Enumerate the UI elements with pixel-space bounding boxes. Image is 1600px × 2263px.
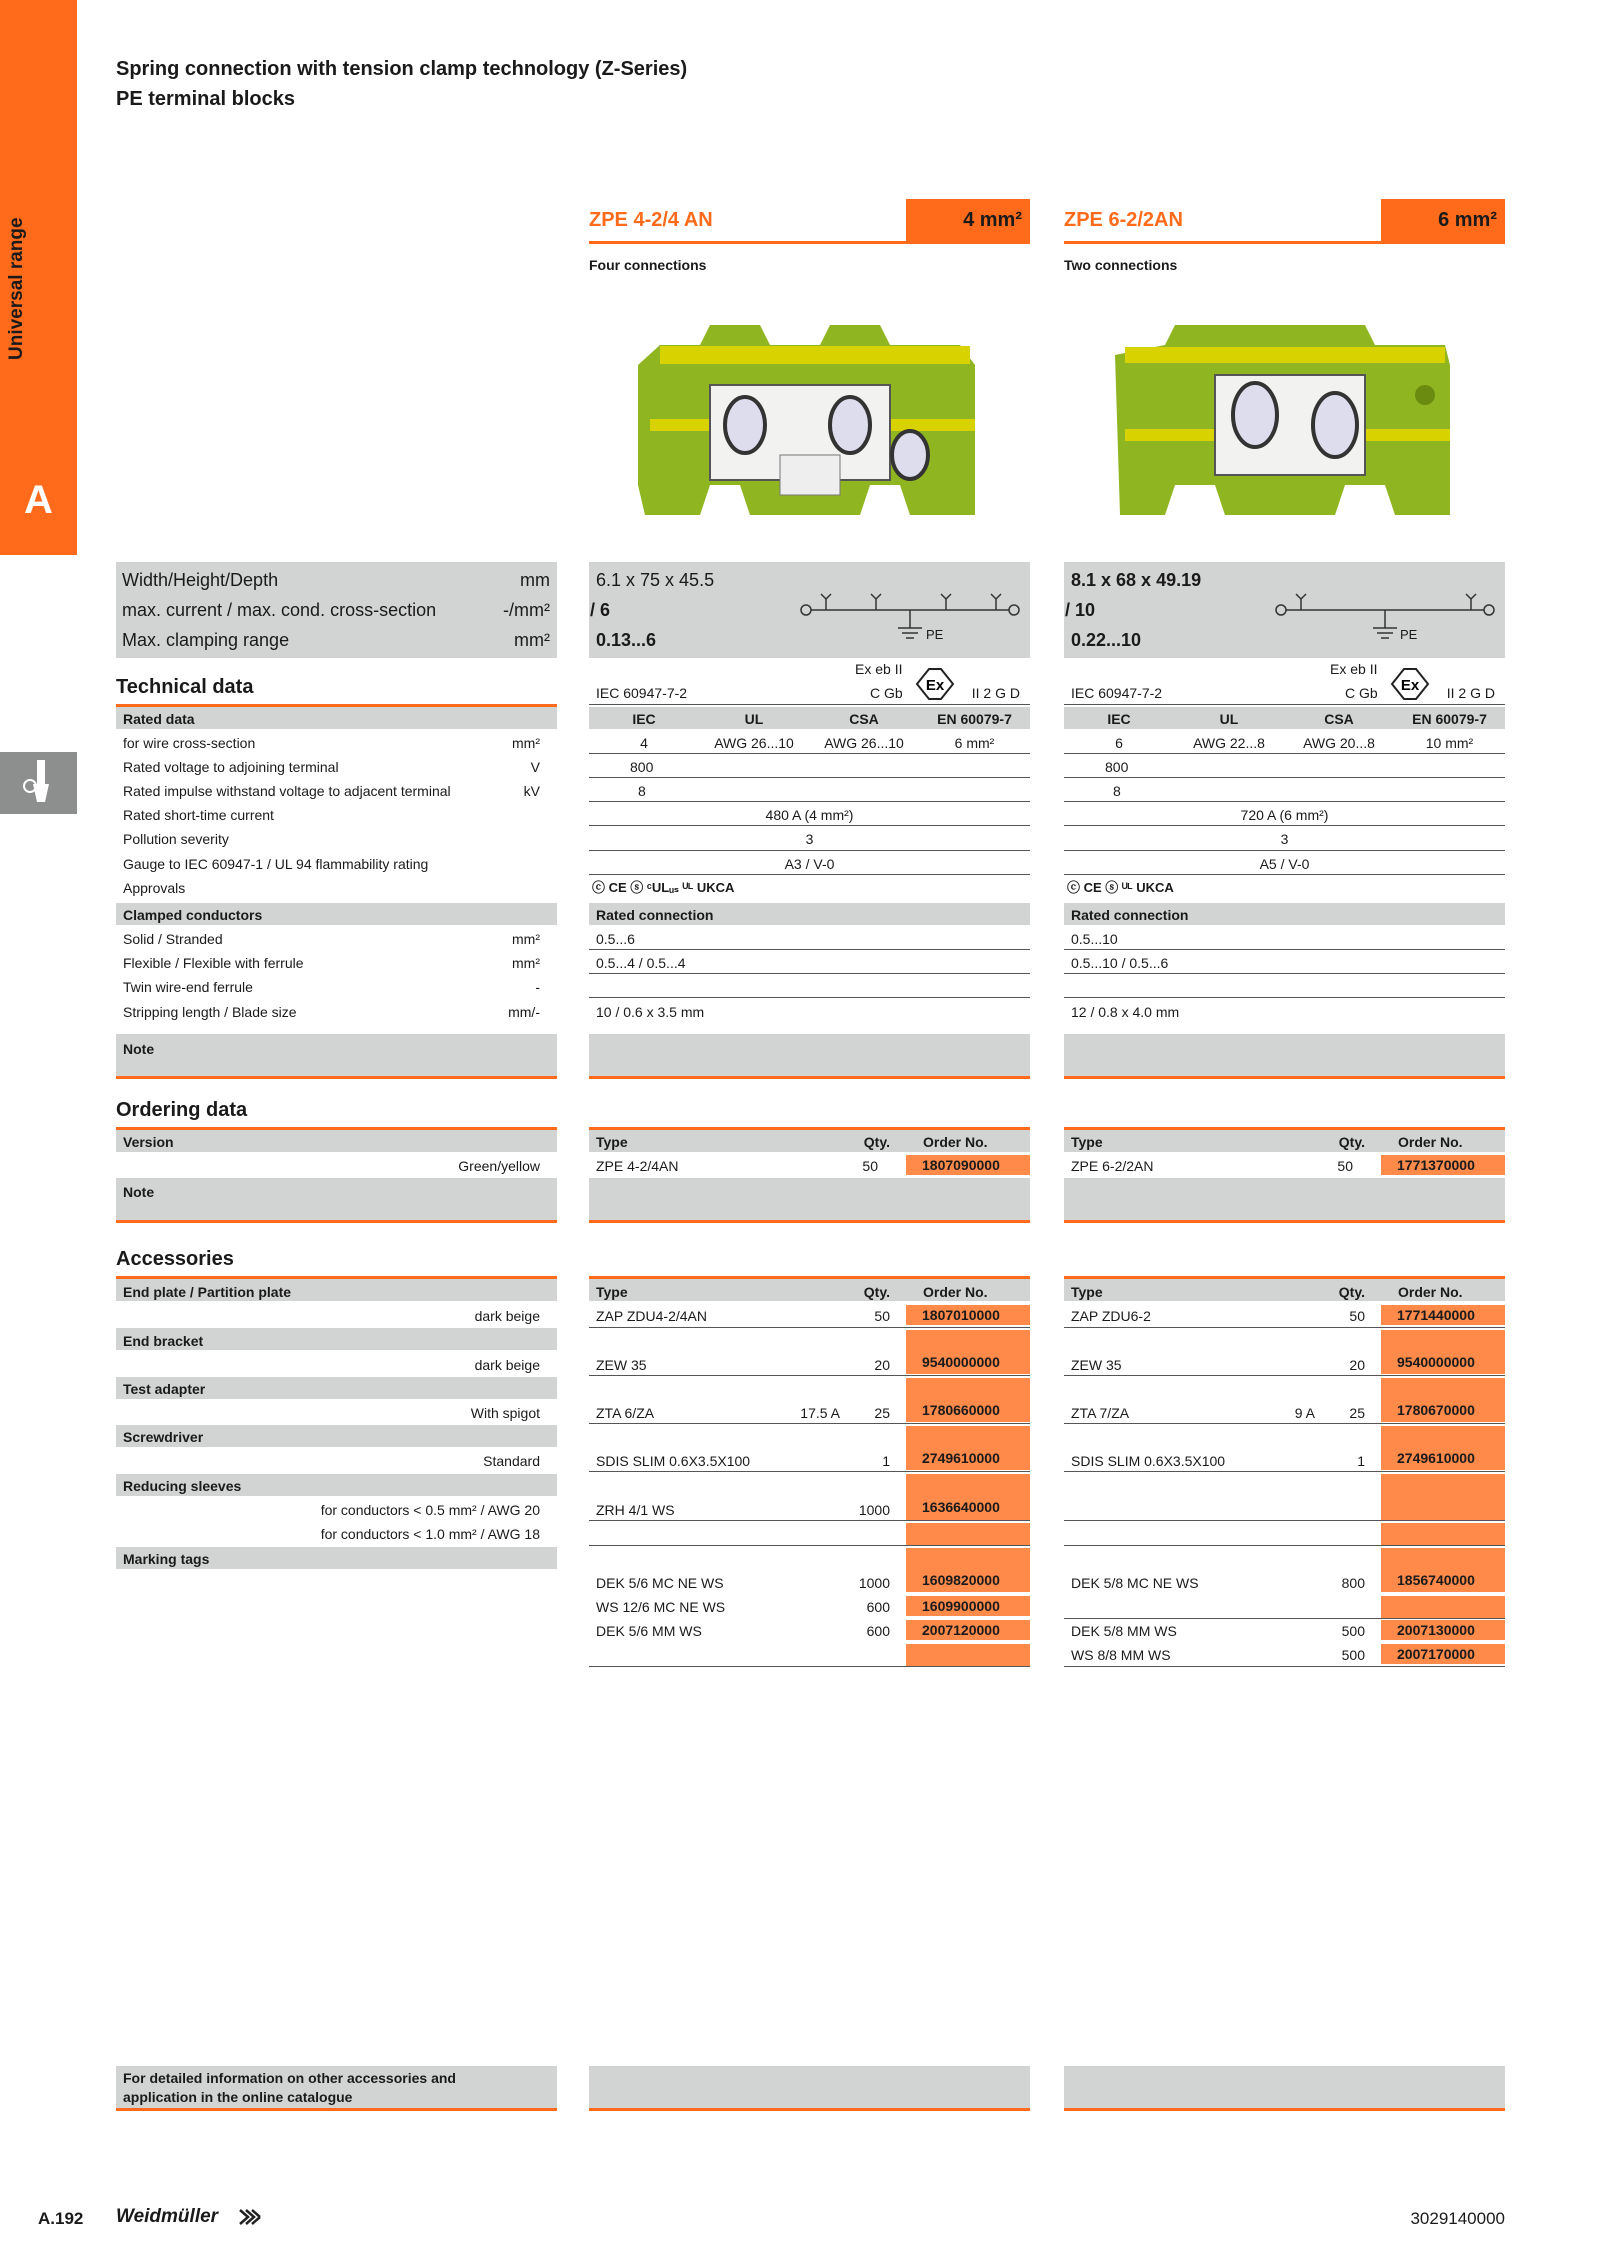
p1-cs-iec: 4 (640, 735, 648, 751)
p1-cgb: C Gb (870, 685, 903, 701)
tech-crow-label: Stripping length / Blade size (123, 1004, 297, 1020)
p1-ord-hdr-no: Order No. (923, 1134, 988, 1150)
p1-iec-std: IEC 60947-7-2 (596, 685, 688, 701)
p1-hdr-en: EN 60079-7 (937, 711, 1012, 727)
p2-tag-no: 2007170000 (1381, 1644, 1505, 1664)
p1-acc-qty: 1 (882, 1453, 890, 1469)
tech-row-label: Rated short-time current (123, 807, 274, 823)
ordering-title: Ordering data (116, 1099, 248, 1121)
spec-clamp-label: Max. clamping range (122, 630, 290, 650)
footer-brand: Weidmüller (116, 2206, 219, 2227)
tech-crow-label: Flexible / Flexible with ferrule (123, 955, 304, 971)
p1-hdr-iec: IEC (632, 711, 656, 727)
p1-tag-qty: 600 (866, 1623, 890, 1639)
p2-tag-type: WS 8/8 MM WS (1071, 1647, 1171, 1663)
p1-current: / 6 (590, 600, 611, 620)
p2-cs-en: 10 mm² (1425, 735, 1474, 751)
p1-ord-type: ZPE 4-2/4AN (596, 1158, 679, 1174)
spec-dims-unit: mm (520, 570, 550, 590)
header-line-2: PE terminal blocks (116, 88, 295, 110)
p1-solid: 0.5...6 (596, 931, 635, 947)
acc-sub: Standard (483, 1453, 540, 1469)
p1-acc-no: 2749610000 (906, 1426, 1030, 1470)
p2-acc-type: ZEW 35 (1071, 1357, 1122, 1373)
header-line-1: Spring connection with tension clamp technology (Z-Series) (116, 58, 688, 80)
p1-voltage: 800 (630, 759, 654, 775)
p2-acc-no: 9540000000 (1381, 1330, 1505, 1374)
p2-gauge: A5 / V-0 (1259, 856, 1310, 872)
tech-row-label: Approvals (123, 880, 186, 896)
p1-acc-hdr-type: Type (596, 1284, 628, 1300)
p2-acc-type: SDIS SLIM 0.6X3.5X100 (1071, 1453, 1226, 1469)
p1-iigd: II 2 G D (971, 685, 1020, 701)
tech-note: Note (123, 1041, 155, 1057)
p2-voltage: 800 (1105, 759, 1129, 775)
p1-acc-qty: 25 (874, 1405, 890, 1421)
product-1-subtitle: Four connections (589, 257, 707, 273)
svg-text:Ex: Ex (925, 677, 945, 694)
p2-ord-no: 1771370000 (1381, 1155, 1505, 1175)
p2-current: / 10 (1065, 600, 1096, 620)
p2-cs-iec: 6 (1115, 735, 1123, 751)
p1-acc-no: 1636640000 (906, 1474, 1030, 1520)
ordering-color: Green/yellow (458, 1158, 540, 1174)
product-1-size: 4 mm² (906, 199, 1030, 241)
p2-acc-qty: 50 (1349, 1308, 1365, 1324)
p1-cs-en: 6 mm² (954, 735, 995, 751)
tech-crow-unit: mm² (512, 955, 540, 971)
p1-hdr-csa: CSA (849, 711, 879, 727)
p2-acc-hdr-no: Order No. (1398, 1284, 1463, 1300)
p1-ord-no: 1807090000 (906, 1155, 1030, 1175)
acc-head: Screwdriver (123, 1429, 204, 1445)
p1-acc-type: ZEW 35 (596, 1357, 647, 1373)
p2-clamp: 0.22...10 (1071, 630, 1142, 650)
acc-head: Reducing sleeves (123, 1478, 242, 1494)
spec-clamp-unit: mm² (514, 630, 550, 650)
p1-ord-hdr-type: Type (596, 1134, 628, 1150)
tech-row-label: Gauge to IEC 60947-1 / UL 94 flammability rating (123, 856, 429, 872)
p2-solid: 0.5...10 (1071, 931, 1118, 947)
tech-crow-unit: mm² (512, 931, 540, 947)
product-2-name: ZPE 6-2/2AN (1064, 209, 1183, 231)
p1-strip: 10 / 0.6 x 3.5 mm (596, 1004, 705, 1020)
tech-crow-label: Twin wire-end ferrule (123, 979, 253, 995)
p2-acc-qty: 25 (1349, 1405, 1365, 1421)
product-2-size: 6 mm² (1381, 199, 1505, 241)
footer-info-1: For detailed information on other accessories and (123, 2070, 456, 2086)
p1-acc-type: SDIS SLIM 0.6X3.5X100 (596, 1453, 751, 1469)
p1-acc-type: ZTA 6/ZA (596, 1405, 655, 1421)
p2-approvals: ⓒ CE ⓢ ᵁᴸ UKCA (1067, 880, 1174, 895)
side-range-label: Universal range (6, 217, 27, 360)
p2-tag-qty: 800 (1341, 1575, 1365, 1591)
spec-dims-label: Width/Height/Depth (122, 570, 279, 590)
p1-gauge: A3 / V-0 (784, 856, 835, 872)
p1-tag-no: 1609820000 (906, 1548, 1030, 1592)
p2-ord-hdr-type: Type (1071, 1134, 1103, 1150)
p1-cs-ul: AWG 26...10 (714, 735, 794, 751)
p2-ord-hdr-no: Order No. (1398, 1134, 1463, 1150)
p1-schematic-icon (800, 590, 1020, 650)
p2-dims: 8.1 x 68 x 49.19 (1071, 570, 1202, 590)
p1-acc-no: 9540000000 (906, 1330, 1030, 1374)
p2-ord-type: ZPE 6-2/2AN (1071, 1158, 1154, 1174)
acc-sub: dark beige (474, 1357, 540, 1373)
tech-title: Technical data (116, 676, 254, 698)
p2-acc-type: ZTA 7/ZA (1071, 1405, 1130, 1421)
p1-tag-no: 2007120000 (906, 1620, 1030, 1640)
tech-clamped: Clamped conductors (123, 907, 263, 923)
p2-schematic-icon (1275, 590, 1495, 650)
p2-acc-qty: 1 (1357, 1453, 1365, 1469)
p2-tag-type: DEK 5/8 MC NE WS (1071, 1575, 1199, 1591)
p2-ord-hdr-qty: Qty. (1338, 1134, 1365, 1150)
p1-tag-qty: 1000 (858, 1575, 890, 1591)
p2-rated-conn: Rated connection (1071, 907, 1189, 923)
acc-sub: With spigot (470, 1405, 540, 1421)
p2-acc-no: 1771440000 (1381, 1305, 1505, 1325)
acc-head: End bracket (123, 1333, 204, 1349)
p1-ord-qty: 50 (862, 1158, 878, 1174)
acc-sub2: for conductors < 1.0 mm² / AWG 18 (320, 1526, 540, 1542)
p1-impulse: 8 (638, 783, 646, 799)
p2-cgb: C Gb (1345, 685, 1378, 701)
p1-dims: 6.1 x 75 x 45.5 (596, 570, 715, 590)
tech-rated: Rated data (123, 711, 195, 727)
p2-pollution: 3 (1280, 831, 1289, 847)
p2-iec-std: IEC 60947-7-2 (1071, 685, 1163, 701)
p2-exeb: Ex eb II (1330, 661, 1378, 677)
product-1-name: ZPE 4-2/4 AN (589, 209, 713, 231)
p2-tag-qty: 500 (1341, 1647, 1365, 1663)
p2-hdr-en: EN 60079-7 (1412, 711, 1487, 727)
ordering-note: Note (123, 1184, 155, 1200)
p1-clamp: 0.13...6 (596, 630, 657, 650)
p1-acc-no: 1780660000 (906, 1378, 1030, 1422)
product-1-image (630, 305, 990, 525)
tech-crow-label: Solid / Stranded (123, 931, 223, 947)
p1-tag-no (906, 1644, 1030, 1666)
p1-acc-type: ZAP ZDU4-2/4AN (596, 1308, 707, 1324)
p2-tag-no: 1856740000 (1381, 1548, 1505, 1592)
p2-tag-no (1381, 1596, 1505, 1618)
p1-rated-conn: Rated connection (596, 907, 714, 923)
p1-acc-qty: 20 (874, 1357, 890, 1373)
p2-tag-no: 2007130000 (1381, 1620, 1505, 1640)
p2-schematic-pe: PE (1400, 627, 1418, 642)
p2-iigd: II 2 G D (1446, 685, 1495, 701)
p2-flex: 0.5...10 / 0.5...6 (1071, 955, 1169, 971)
p1-tag-type: DEK 5/6 MC NE WS (596, 1575, 724, 1591)
p1-pollution: 3 (805, 831, 814, 847)
tech-row-unit: mm² (512, 735, 540, 751)
p2-impulse: 8 (1113, 783, 1121, 799)
accessories-title: Accessories (116, 1248, 234, 1270)
p2-acc-qty: 20 (1349, 1357, 1365, 1373)
p1-cs-csa: AWG 26...10 (824, 735, 904, 751)
tech-row-label: Rated voltage to adjoining terminal (123, 759, 339, 775)
p1-tag-no: 1609900000 (906, 1596, 1030, 1616)
p2-acc-hdr-qty: Qty. (1338, 1284, 1365, 1300)
acc-head: End plate / Partition plate (123, 1284, 292, 1300)
p1-acc-hdr-no: Order No. (923, 1284, 988, 1300)
tech-row-label: Pollution severity (123, 831, 229, 847)
p2-hdr-csa: CSA (1324, 711, 1354, 727)
p1-acc-type: ZRH 4/1 WS (596, 1502, 675, 1518)
p1-acc-no: 1807010000 (906, 1305, 1030, 1325)
p2-hdr-ul: UL (1219, 711, 1239, 727)
p1-schematic-pe: PE (926, 627, 944, 642)
p2-hdr-iec: IEC (1107, 711, 1131, 727)
p2-tag-type: DEK 5/8 MM WS (1071, 1623, 1177, 1639)
side-letter: A (24, 478, 53, 522)
p2-acc-hdr-type: Type (1071, 1284, 1103, 1300)
acc-head: Test adapter (123, 1381, 206, 1397)
p2-acc-extra: 9 A (1294, 1405, 1315, 1421)
p1-acc-no (906, 1523, 1030, 1545)
tech-row-label: Rated impulse withstand voltage to adjacent terminal (123, 783, 451, 799)
tech-crow-unit: mm/- (508, 1004, 540, 1020)
p1-hdr-ul: UL (744, 711, 764, 727)
acc-sub: for conductors < 0.5 mm² / AWG 20 (320, 1502, 540, 1518)
spec-current-label: max. current / max. cond. cross-section (122, 600, 437, 620)
p1-tag-qty: 600 (866, 1599, 890, 1615)
p2-acc-no: 1780670000 (1381, 1378, 1505, 1422)
screwdriver-icon (0, 752, 77, 814)
tool-icon-tab (0, 752, 77, 814)
p1-acc-qty: 1000 (858, 1502, 890, 1518)
p2-acc-no (1381, 1474, 1505, 1520)
brand-logo-icon (238, 2206, 264, 2228)
footer-doc-number: 3029140000 (1410, 2209, 1505, 2228)
svg-text:Ex: Ex (1400, 677, 1420, 694)
product-2-image (1105, 305, 1465, 525)
spec-current-unit: -/mm² (503, 600, 550, 620)
p2-acc-no: 2749610000 (1381, 1426, 1505, 1470)
p1-short: 480 A (4 mm²) (765, 807, 854, 823)
p2-acc-type: ZAP ZDU6-2 (1071, 1308, 1151, 1324)
tech-row-unit: kV (523, 783, 540, 799)
p2-strip: 12 / 0.8 x 4.0 mm (1071, 1004, 1180, 1020)
acc-head: Marking tags (123, 1551, 210, 1567)
p2-tag-qty: 500 (1341, 1623, 1365, 1639)
product-2-subtitle: Two connections (1064, 257, 1178, 273)
p1-ord-hdr-qty: Qty. (863, 1134, 890, 1150)
tech-crow-unit: - (535, 979, 540, 995)
p1-approvals: ⓒ CE ⓢ ᶜULᵤₛ ᵁᴸ UKCA (592, 880, 735, 895)
p1-exeb: Ex eb II (855, 661, 903, 677)
p1-acc-extra: 17.5 A (800, 1405, 840, 1421)
acc-sub: dark beige (474, 1308, 540, 1324)
p2-cs-ul: AWG 22...8 (1193, 735, 1265, 751)
p1-acc-qty: 50 (874, 1308, 890, 1324)
footer-page: A.192 (38, 2209, 84, 2228)
p1-acc-hdr-qty: Qty. (863, 1284, 890, 1300)
p2-ord-qty: 50 (1337, 1158, 1353, 1174)
p1-tag-type: WS 12/6 MC NE WS (596, 1599, 726, 1615)
p1-flex: 0.5...4 / 0.5...4 (596, 955, 686, 971)
ordering-version: Version (123, 1134, 174, 1150)
tech-row-unit: V (530, 759, 540, 775)
p1-tag-type: DEK 5/6 MM WS (596, 1623, 702, 1639)
p2-cs-csa: AWG 20...8 (1303, 735, 1375, 751)
footer-info-2: application in the online catalogue (123, 2089, 353, 2105)
tech-row-label: for wire cross-section (123, 735, 256, 751)
p2-acc-no (1381, 1523, 1505, 1545)
p2-short: 720 A (6 mm²) (1240, 807, 1329, 823)
